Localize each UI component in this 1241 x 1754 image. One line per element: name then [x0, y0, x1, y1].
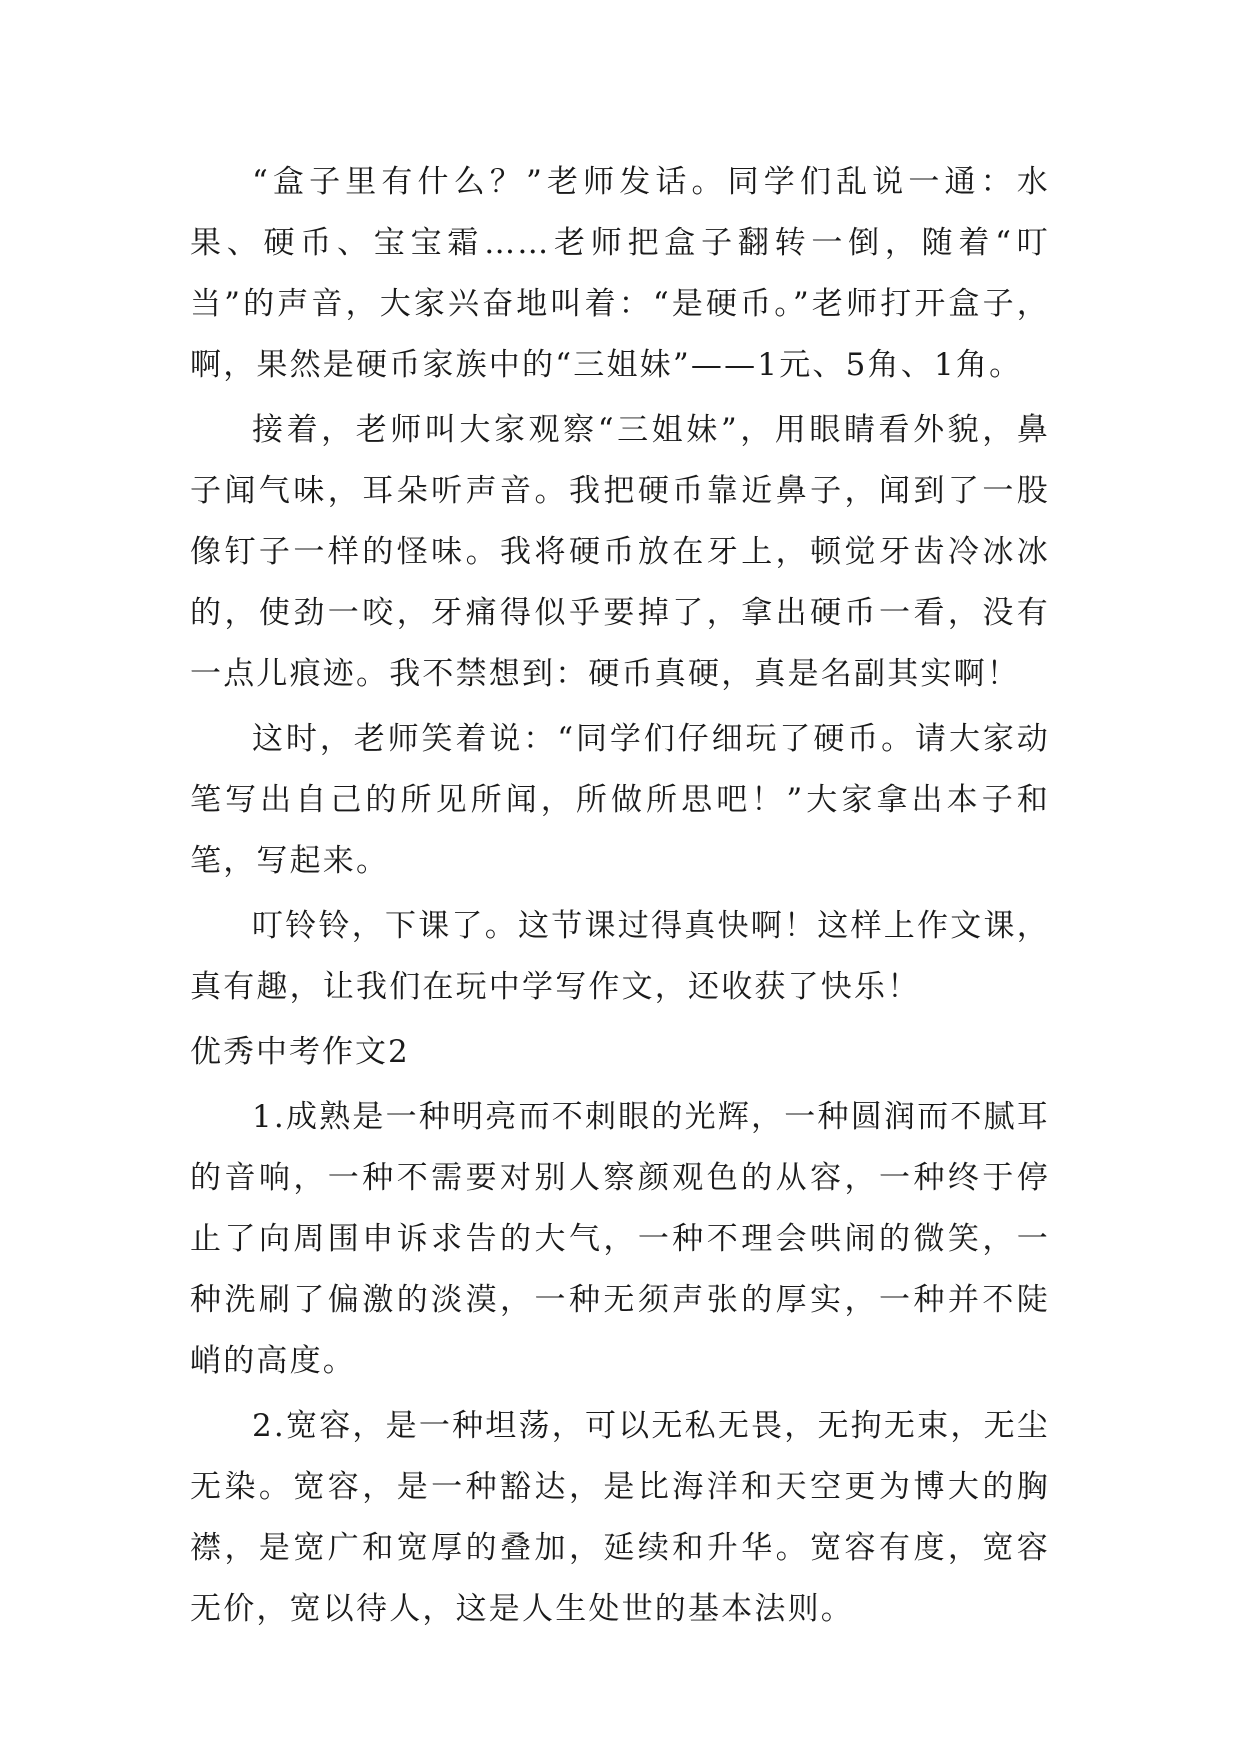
paragraph: 叮铃铃，下课了。这节课过得真快啊！这样上作文课，真有趣，让我们在玩中学写作文，还收获了快乐！	[190, 908, 1050, 1005]
paragraph: “盒子里有什么？”老师发话。同学们乱说一通：水果、硬币、宝宝霜……老师把盒子翻转一倒，随着“叮当”的声音，大家兴奋地叫着：“是硬币。”老师打开盒子，啊，果然是硬币家族中的“三姐妹”——1元、5角、1角。	[190, 164, 1050, 383]
paragraph: 接着，老师叫大家观察“三姐妹”，用眼睛看外貌，鼻子闻气味，耳朵听声音。我把硬币靠近鼻子，闻到了一股像钉子一样的怪味。我将硬币放在牙上，顿觉牙齿冷冰冰的，使劲一咬，牙痛得似乎要掉了，拿出硬币一看，没有一点儿痕迹。我不禁想到：硬币真硬，真是名副其实啊！	[190, 412, 1050, 692]
paragraph: 2.宽容，是一种坦荡，可以无私无畏，无拘无束，无尘无染。宽容，是一种豁达，是比海洋和天空更为博大的胸襟，是宽广和宽厚的叠加，延续和升华。宽容有度，宽容无价，宽以待人，这是人生处世的基本法则。	[190, 1408, 1050, 1627]
section-heading: 优秀中考作文2	[190, 1034, 410, 1070]
document-body	[190, 152, 1050, 1644]
paragraph: 这时，老师笑着说：“同学们仔细玩了硬币。请大家动笔写出自己的所见所闻，所做所思吧！”大家拿出本子和笔，写起来。	[190, 721, 1050, 879]
paragraph: 1.成熟是一种明亮而不刺眼的光辉，一种圆润而不腻耳的音响，一种不需要对别人察颜观色的从容，一种终于停止了向周围申诉求告的大气，一种不理会哄闹的微笑，一种洗刷了偏激的淡漠，一种无须声张的厚实，一种并不陡峭的高度。	[190, 1099, 1050, 1379]
